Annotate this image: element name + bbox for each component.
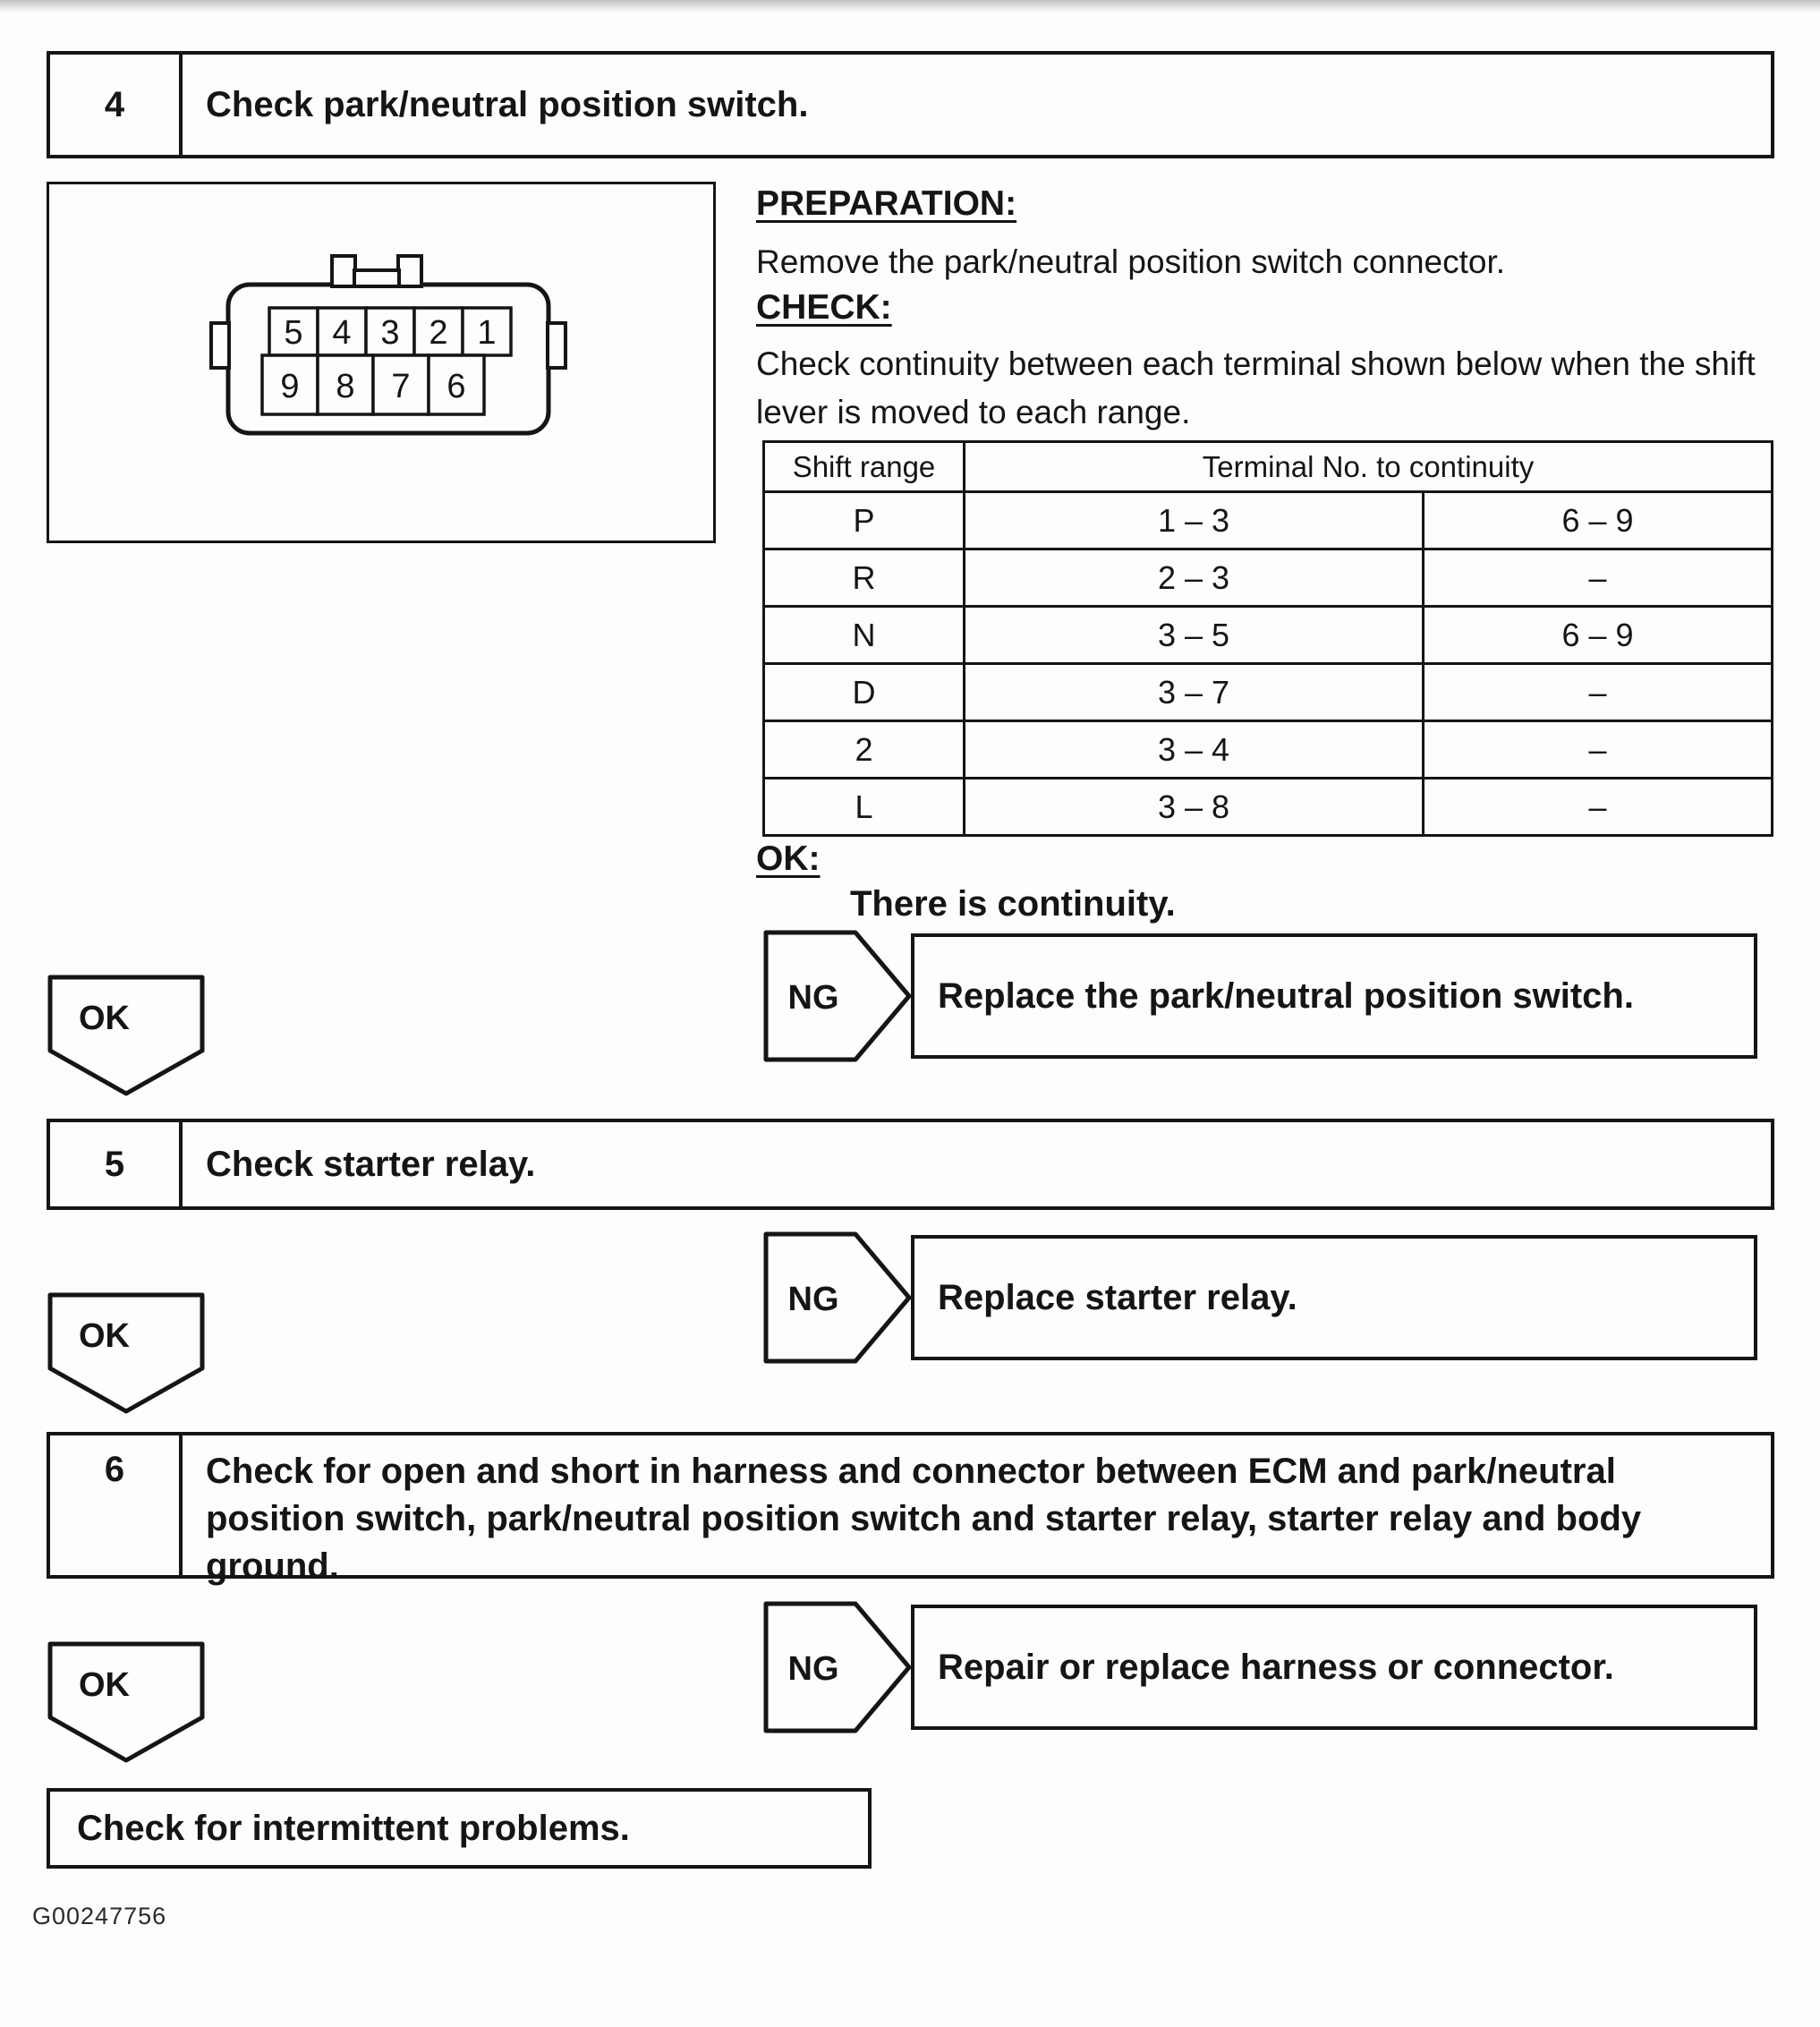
ok-label: OK [79, 1000, 130, 1037]
pin-number: 7 [391, 368, 411, 405]
table-row [764, 721, 1773, 779]
ok-heading: OK: [756, 839, 821, 878]
ng-result-text: Replace the park/neutral position switch. [938, 975, 1634, 1016]
ng-result-text: Repair or replace harness or connector. [938, 1647, 1614, 1687]
pin-number: 1 [477, 314, 497, 352]
ng-label: NG [787, 1281, 839, 1318]
ok-text: There is continuity. [850, 884, 1176, 924]
ok-arrow [47, 1291, 206, 1415]
table-row [764, 549, 1773, 607]
shift-range-cell: N [764, 607, 965, 664]
step-6-title: Check for open and short in harness and connector between ECM and park/neutral position switch, park/neutral position switch and starter relay, starter relay and body ground. [206, 1452, 1642, 1586]
scan-edge [0, 0, 1820, 13]
preparation-heading: PREPARATION: [756, 184, 1017, 223]
table-row [764, 607, 1773, 664]
pin-number: 3 [380, 314, 400, 352]
terminal-cell: 3 – 4 [965, 721, 1424, 779]
pin-number: 6 [446, 368, 466, 405]
terminal-cell: – [1424, 664, 1773, 721]
step-5-title: Check starter relay. [206, 1144, 536, 1184]
intermittent-problems-box [47, 1788, 872, 1869]
connector-right-tab [548, 323, 566, 368]
connector-diagram [49, 184, 713, 541]
pin-number: 5 [284, 314, 303, 352]
step-5-header [47, 1119, 1774, 1210]
terminal-cell: – [1424, 549, 1773, 607]
step-4-header [47, 51, 1774, 158]
ng-result-box [911, 933, 1757, 1059]
ng-arrow [762, 929, 913, 1063]
table-row [764, 664, 1773, 721]
connector-left-tab [211, 323, 229, 368]
shift-range-cell: D [764, 664, 965, 721]
terminal-continuity-header: Terminal No. to continuity [965, 442, 1773, 492]
terminal-cell: 3 – 8 [965, 779, 1424, 836]
shift-range-cell: P [764, 492, 965, 549]
pin-number: 2 [429, 314, 448, 352]
shift-range-cell: R [764, 549, 965, 607]
ng-result-box [911, 1235, 1757, 1360]
table-header-row [764, 442, 1773, 492]
connector-top-tab-left [332, 256, 355, 286]
check-text: Check continuity between each terminal shown below when the shift lever is moved to each range. [756, 345, 1756, 430]
ok-label: OK [79, 1317, 130, 1355]
preparation-text: Remove the park/neutral position switch connector. [756, 243, 1506, 280]
figure-id: G00247756 [32, 1903, 167, 1929]
terminal-cell: 6 – 9 [1424, 492, 1773, 549]
step-5-number: 5 [50, 1122, 183, 1206]
table-row [764, 779, 1773, 836]
shift-range-cell: L [764, 779, 965, 836]
connector-top-tab-right [398, 256, 421, 286]
step-6-header [47, 1432, 1774, 1586]
terminal-cell: 6 – 9 [1424, 607, 1773, 664]
terminal-cell: 3 – 7 [965, 664, 1424, 721]
ng-label: NG [787, 979, 839, 1017]
ng-result-box [911, 1605, 1757, 1730]
step-4-number: 4 [50, 55, 183, 155]
shift-range-cell: 2 [764, 721, 965, 779]
connector-top-bar [354, 270, 399, 286]
continuity-table [762, 440, 1773, 837]
ng-result-text: Replace starter relay. [938, 1277, 1297, 1317]
pin-number: 8 [336, 368, 355, 405]
ok-arrow [47, 1640, 206, 1764]
terminal-cell: – [1424, 779, 1773, 836]
check-heading: CHECK: [756, 288, 892, 327]
step-6-number: 6 [50, 1435, 183, 1575]
connector-figure [47, 182, 716, 543]
pin-number: 4 [332, 314, 352, 352]
step-4-title: Check park/neutral position switch. [206, 84, 809, 124]
pin-number: 9 [280, 368, 300, 405]
terminal-cell: – [1424, 721, 1773, 779]
ng-arrow [762, 1600, 913, 1734]
intermittent-problems-text: Check for intermittent problems. [77, 1808, 630, 1848]
table-row [764, 492, 1773, 549]
ng-label: NG [787, 1650, 839, 1688]
shift-range-header: Shift range [764, 442, 965, 492]
terminal-cell: 2 – 3 [965, 549, 1424, 607]
terminal-cell: 1 – 3 [965, 492, 1424, 549]
ng-arrow [762, 1231, 913, 1365]
ok-arrow [47, 974, 206, 1097]
ok-label: OK [79, 1666, 130, 1704]
terminal-cell: 3 – 5 [965, 607, 1424, 664]
